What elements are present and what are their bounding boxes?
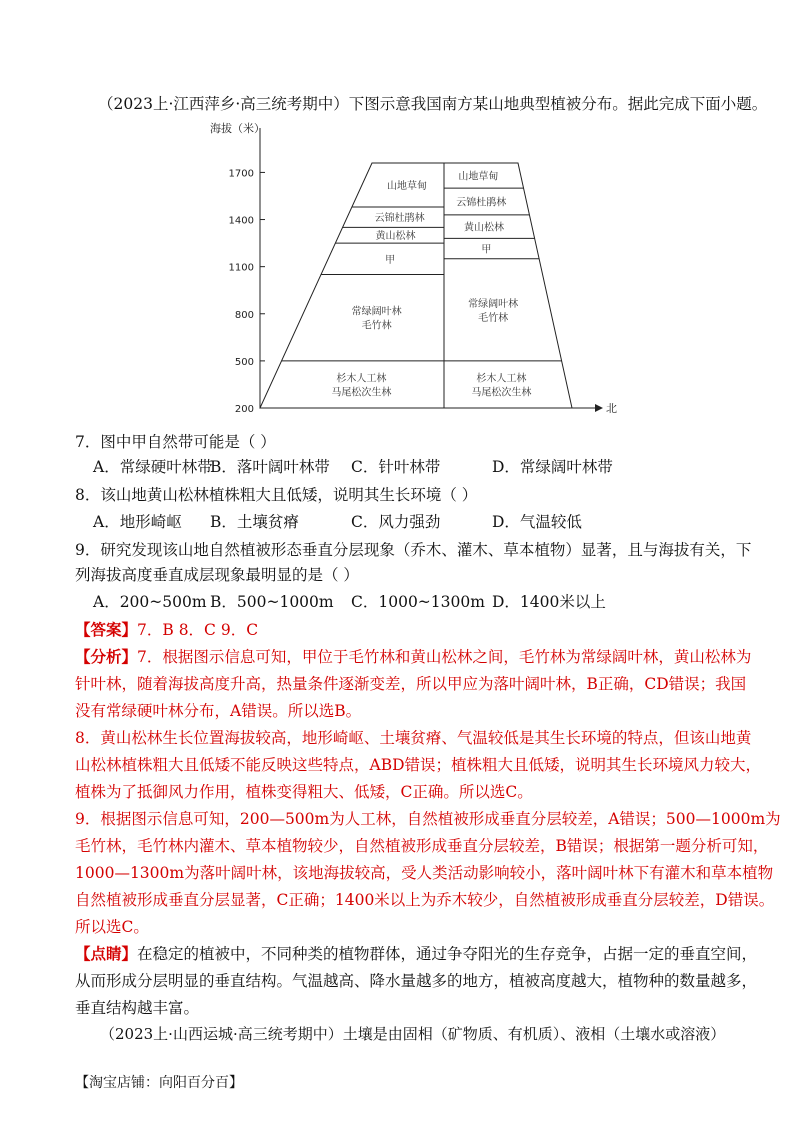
q8-option-c: C．风力强劲 <box>351 513 441 531</box>
q8-stem: 8．该山地黄山松林植株粗大且低矮，说明其生长环境（ ） <box>75 486 478 504</box>
right-zone-label-0-0: 杉木人工林 <box>476 373 527 385</box>
y-axis-label: 海拔（米） <box>210 122 265 135</box>
right-zone-label-4-0: 云锦杜鹃林 <box>456 197 507 209</box>
q7-option-c: C．针叶林带 <box>351 458 441 476</box>
analysis-line-4: 8．黄山松林生长位置海拔较高，地形崎岖、土壤贫瘠、气温较低是其生长环境的特点，但该山地黄 <box>75 729 752 747</box>
right-zone-label-2-0: 甲 <box>481 244 492 256</box>
q7-stem: 7．图中甲自然带可能是（ ） <box>75 433 276 451</box>
q9-stem-line1: 9．研究发现该山地自然植被形态垂直分层现象（乔木、灌木、草本植物）显著，且与海拔有关，下 <box>75 541 752 559</box>
analysis-line-3: 没有常绿硬叶林分布，A错误。所以选B。 <box>75 702 362 720</box>
left-zone-label-0-0: 杉木人工林 <box>336 373 387 385</box>
left-zone-label-0-1: 马尾松次生林 <box>331 387 392 399</box>
right-zone-label-3-0: 黄山松林 <box>464 222 505 234</box>
analysis-line-7: 9．根据图示信息可知，200—500m为人工林，自然植被形成垂直分层较差，A错误；500—1000m为 <box>75 810 781 828</box>
q9-stem-line2: 列海拔高度垂直成层现象最明显的是（ ） <box>75 566 359 584</box>
analysis-tag: 【分析】 <box>75 647 138 666</box>
q9-option-b: B．500~1000m <box>210 593 334 611</box>
analysis-line-9: 1000—1300m为落叶阔叶林，该地海拔较高，受人类活动影响较小，落叶阔叶林下有灌木和草本植物 <box>75 864 774 882</box>
footer-shop-label: 【淘宝店铺：向阳百分百】 <box>75 1075 243 1091</box>
right-zone-label-1-1: 毛竹林 <box>478 312 509 324</box>
analysis-line-10: 自然植被形成垂直分层显著，C正确；1400米以上为乔木较少，自然植被形成垂直分层较差，D错误。 <box>75 891 775 909</box>
comment-line-2: 从而形成分层明显的垂直结构。气温越高、降水量越多的地方，植被高度越大，植物种的数量越多， <box>75 972 758 990</box>
left-zone-label-1-1: 毛竹林 <box>361 320 392 332</box>
analysis-line-8: 毛竹林，毛竹林内灌木、草本植物较少，自然植被形成垂直分层较差，B错误；根据第一题分析可知， <box>75 837 769 855</box>
comment-text-1: 在稳定的植被中，不同种类的植物群体，通过争夺阳光的生存竞争，占据一定的垂直空间， <box>137 945 758 963</box>
question-intro: （2023上·江西萍乡·高三统考期中）下图示意我国南方某山地典型植被分布。据此完成下面小题。 <box>98 95 768 113</box>
analysis-line-1 <box>75 645 751 667</box>
q8-option-d: D．气温较低 <box>492 513 582 531</box>
left-zone-label-5-0: 山地草甸 <box>386 180 427 192</box>
right-zone-label-5-0: 山地草甸 <box>458 171 499 183</box>
left-zone-label-3-0: 黄山松林 <box>375 231 416 243</box>
answer-line <box>75 618 258 640</box>
y-tick-label-800: 800 <box>234 309 254 321</box>
comment-tag: 【点睛】 <box>75 944 138 963</box>
left-zone-label-4-0: 云锦杜鹃林 <box>374 213 425 225</box>
y-tick-label-500: 500 <box>234 356 254 368</box>
y-tick-label-1100: 1100 <box>228 262 254 274</box>
q9-option-d: D．1400米以上 <box>492 593 606 611</box>
right-zone-label-1-0: 常绿阔叶林 <box>468 298 519 310</box>
x-axis-arrow <box>595 404 603 412</box>
analysis-line-5: 山松林植株粗大且低矮不能反映这些特点，ABD错误；植株粗大且低矮，说明其生长环境风力较大， <box>75 756 762 774</box>
mountain-outline <box>260 163 572 408</box>
q8-option-a: A．地形崎岖 <box>93 513 182 531</box>
answer-text: 7．B 8．C 9．C <box>137 621 259 639</box>
comment-line-1 <box>75 942 757 964</box>
vegetation-zone-diagram <box>200 118 620 418</box>
left-zone-label-2-0: 甲 <box>385 254 396 266</box>
q9-option-a: A．200~500m <box>93 593 207 611</box>
q9-option-c: C．1000~1300m <box>351 593 485 611</box>
q8-option-b: B．土壤贫瘠 <box>210 513 299 531</box>
analysis-line-11: 所以选C。 <box>75 918 149 936</box>
y-tick-label-200: 200 <box>234 404 254 415</box>
analysis-line-6: 植株为了抵御风力作用，植株变得粗大、低矮，C正确。所以选C。 <box>75 783 533 801</box>
q7-option-a: A．常绿硬叶林带 <box>93 458 213 476</box>
answer-tag: 【答案】 <box>75 620 138 639</box>
comment-line-3: 垂直结构越丰富。 <box>75 999 200 1017</box>
q7-option-d: D．常绿阔叶林带 <box>492 458 613 476</box>
analysis-text-1: 7．根据图示信息可知，甲位于毛竹林和黄山松林之间，毛竹林为常绿阔叶林，黄山松林为 <box>137 648 752 666</box>
north-label: 北 <box>606 402 617 415</box>
left-zone-label-1-0: 常绿阔叶林 <box>351 306 402 318</box>
y-tick-label-1400: 1400 <box>228 215 254 227</box>
right-zone-label-0-1: 马尾松次生林 <box>471 387 532 399</box>
next-question-intro: （2023上·山西运城·高三统考期中）土壤是由固相（矿物质、有机质）、液相（土壤水或溶液） <box>100 1025 726 1043</box>
analysis-line-2: 针叶林，随着海拔高度升高，热量条件逐渐变差，所以甲应为落叶阔叶林，B正确，CD错误；我国 <box>75 675 747 693</box>
q7-option-b: B．落叶阔叶林带 <box>210 458 330 476</box>
y-tick-label-1700: 1700 <box>228 168 254 180</box>
